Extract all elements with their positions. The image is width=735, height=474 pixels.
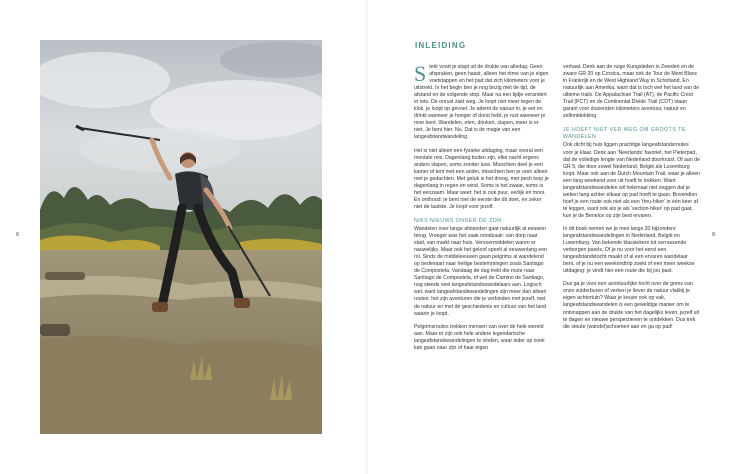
text-column-2 [563,64,700,337]
page-number-left: 6 [16,232,20,238]
subheading: NIKS NIEUWS ONDER DE ZON [414,217,502,224]
subheading: JE HOEFT NIET VER WEG OM GROOTS TE WANDELEN [563,127,686,141]
page-number-right: 8 [712,232,716,238]
paragraph-text: terk voort je stapt uit de drukte van alledag. Geen afspraken, geen haast, alleen het ritme van je eigen voetstappen en het pad dat zich kilometers voor je uitstrekt. In het begin ben je nog bezig met de tijd, de afstand en de volgende stop. Maar na een tijdje verandert er iets. De onrust zakt weg. Je loopt niet meer tegen de klok, je loopt op gevoel. Je ademt de natuur in, je eet en drinkt wanneer je honger of dorst hebt, je rust wanneer je moe bent. Wandelen, eten, drinken, slapen, meer is er niet. Je bent hier. Nu. Dat is de magie van een langeafstandwandeling. [414,64,549,141]
paragraph: verhaal. Denk aan de ruige Kungsleden in Zweden en de zware GR 20 op Corsica, maar ook de Tour de Mont Blanc in Frankrijk en de West Highland Way in Schotland. En natuurlijk aan Amerika, want dat is toch wel het land van de ultieme trails. De Appalachian Trail (AT), de Pacific Crest Trail (PCT) en de Continental Divide Trail (CDT) staan garant voor duizenden kilometers avontuur, natuur en zelfontdekking. [563,64,700,120]
drop-cap: S [414,61,427,86]
section-title: INLEIDING [415,41,467,50]
hiker-photo [40,40,322,434]
page-gutter [366,0,368,474]
text-column-1 [414,61,549,358]
paragraph: Pelgrimsroutes trekken mensen van over de hele wereld aan. Maar er zijn ook hele andere legendarische langeafstandswandelingen te vinden, waar ieder op zoek kan gaan naar zijn of haar eigen [414,323,545,351]
paragraph: Dus ga je voor een avontuurlijke tocht over de grens van onze zuiderburen of verken je liever de natuur vlakbij je eigen achtertuin? Waar je keuze ook op valt, langeafstandswandelen is een geweldige manier om te ontsnappen aan de drukte van het dagelijks leven, jezelf uit te dagen en nieuwe perspectieven te ontdekken. Dus trek die stoute (wandel)schoenen aan en ga op pad! [563,281,700,330]
paragraph: Het is niet alleen een fysieke uitdaging, maar vooral een mentale reis. Dagenlang buiten zijn, elke nacht ergens anders slapen, soms zonder luxe. Misschien deel je een kamer of tent met een ander, misschien ben je uren alleen met je gedachten. Met geluk is het droog, met pech loop je dagenlang in regen en wind. Soms is het zwaar, soms is het eenzaam. Maar weet: het is ook puur, eerlijk en mooi. En onthoud: je bent niet de eerste die dit doet, en zeker niet de laatste. Je loopt voor jezelf. [414,147,549,210]
paragraph: Wandelen over lange afstanden gaat natuurlijk al eeuwen terug. Vroeger was het vaak noodzaak: van dorp naar stad, van markt naar huis. Vervoermiddelen waren er nauwelijks. Maar ook het geloof speelt al eeuwenlang een rol. Sinds de middeleeuwen gaan pelgrims al wandelend op bedevaart naar heilige bestemmingen zoals Santiago de Compostela. Vandaag de dag trekt die route naar Santiago de Compostela, of wel de Camino de Santiago, nog steeds veel langeafstandswandelaars aan. Logisch wel, want langeafstandswandelingen zijn meer dan alleen routes: het zijn avonturen die je verbinden met jezelf, met de natuur en met de geschiedenis en cultuur van het land waarin je loopt. [414,225,547,317]
paragraph [414,61,549,142]
paragraph: Ook dicht bij huis liggen prachtige langeafstandsroutes voor je klaar. Denk aan 'Neerlands' favoriet, het Pieterpad, dat de volledige lengte van Nederland doorkruist. Of aan de GR 5, die door zowel Nederland, België als Luxemburg loopt. Maar ook aan de Dutch Mountain Trail, waar je alleen een lang weekend voor uit hoeft te trekken. Want langeafstandswandelen wil helemaal niet zeggen dat je weken lang achter elkaar op pad hoeft te gaan. Bovendien hoef je een route ook niet als een 'thru-hiker' in één keer af te leggen, want ook als je als 'section-hiker' op pad gaat, kun je de Benelux op zijn best ervaren. [563,142,700,219]
paragraph: In dit boek nemen we je mee langs 20 bijzondere langeafstandswandelingen in Nederland, België en Luxemburg. Van bekende klassiekers tot verrassende verborgen parels. Of je nu voor het eerst een langeafstandstocht maakt of al een ervaren wandelaar bent, of je nu een weekendtrip zoekt of een meer weekse uitdaging: je vindt hier een route die bij jou past. [563,225,695,275]
